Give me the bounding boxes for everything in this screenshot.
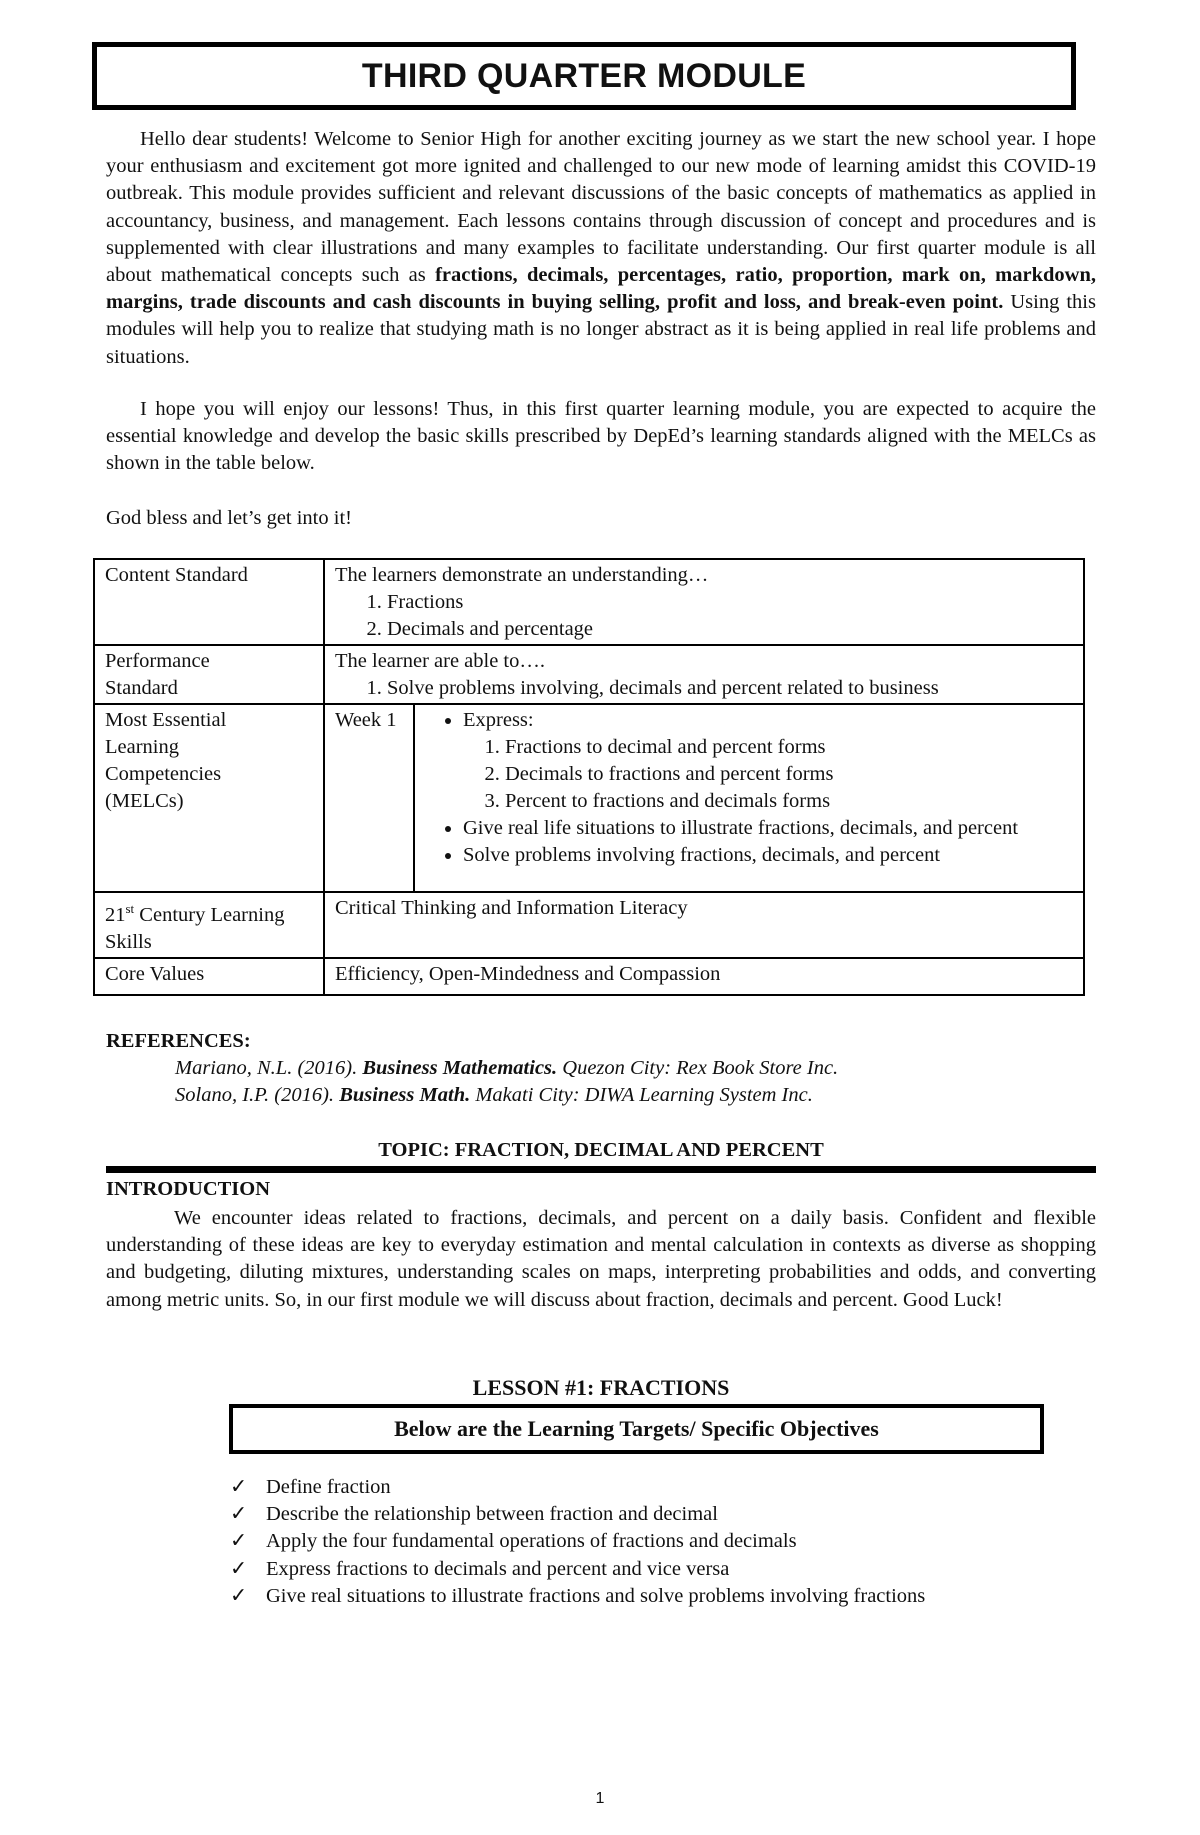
performance-standard-value xyxy=(324,645,1084,704)
objective-text: Express fractions to decimals and percent and vice versa xyxy=(266,1557,730,1580)
expectations-paragraph: I hope you will enjoy our lessons! Thus, in this first quarter learning module, you are expected to acquire the essential knowledge and develop the basic skills prescribed by DepEd’s learning standards aligned with the MELCs as shown in the table below. xyxy=(106,398,1096,475)
melc-bullet-list xyxy=(425,707,1073,869)
performance-standard-row xyxy=(94,645,1084,704)
list-item xyxy=(230,1528,975,1555)
century-skills-label xyxy=(94,892,324,958)
objective-text: Apply the four fundamental operations of fractions and decimals xyxy=(266,1530,797,1553)
topic-heading: TOPIC: FRACTION, DECIMAL AND PERCENT xyxy=(378,1139,824,1161)
lesson-title: LESSON #1: FRACTIONS xyxy=(472,1375,730,1400)
list-item xyxy=(230,1501,975,1528)
references-heading: REFERENCES: xyxy=(106,1030,251,1052)
content-standard-value xyxy=(324,559,1084,645)
page-number: 1 xyxy=(595,1790,605,1807)
content-standard-row xyxy=(94,559,1084,645)
melc-label-line: (MELCs) xyxy=(105,790,184,812)
core-values-value: Efficiency, Open-Mindedness and Compassion xyxy=(324,958,1084,995)
intro-text-end: Using this modules will help you to realize that studying math is no longer abstract as it is being applied in real life problems and situations. xyxy=(106,291,1096,368)
standards-table xyxy=(93,558,1085,996)
list-item: • Give real life situations to illustrate fractions, decimals, and percent xyxy=(463,815,1073,842)
content-standard-lead: The learners demonstrate an understanding… xyxy=(335,564,709,586)
introduction-paragraph: We encounter ideas related to fractions, decimals, and percent on a daily basis. Confident and flexible understanding of these ideas are key to everyday estimation and mental calculation in contexts as diverse as shopping and budgeting, diluting mixtures, understanding scales on maps, interpreting probabilities and odds, and converting among metric units. So, in our first module we will discuss about fraction, decimals and percent. Good Luck! xyxy=(106,1207,1096,1311)
performance-standard-lead: The learner are able to…. xyxy=(335,650,546,672)
list-item: 1. Fractions xyxy=(387,589,1073,616)
checkmark-icon: ✓ xyxy=(230,1476,248,1498)
performance-standard-list xyxy=(335,675,1073,702)
melc-label-line: Competencies xyxy=(105,763,222,785)
list-item: 1. Solve problems involving, decimals and percent related to business xyxy=(387,675,1073,702)
century-label-line xyxy=(105,895,313,929)
list-item: 3. Percent to fractions and decimals forms xyxy=(505,788,1073,815)
melc-competencies xyxy=(414,704,1084,892)
list-item xyxy=(463,707,1073,815)
core-values-label: Core Values xyxy=(94,958,324,995)
reference-publisher: Quezon City: Rex Book Store Inc. xyxy=(557,1057,839,1079)
blessing-line: God bless and let’s get into it! xyxy=(106,507,352,529)
reference-item xyxy=(175,1084,813,1107)
list-item xyxy=(230,1583,975,1610)
objective-text: Give real situations to illustrate fractions and solve problems involving fractions xyxy=(266,1584,926,1607)
century-skills-value: Critical Thinking and Information Literacy xyxy=(324,892,1084,958)
objectives-box-text: Below are the Learning Targets/ Specific Objectives xyxy=(394,1416,879,1441)
reference-publisher: Makati City: DIWA Learning System Inc. xyxy=(470,1084,813,1106)
content-standard-list xyxy=(335,589,1073,643)
objectives-box xyxy=(229,1404,1044,1454)
intro-text-start: Hello dear students! Welcome to Senior High for another exciting journey as we start the new school year. I hope your enthusiasm and excitement got more ignited and challenged to our new mode of learning amidst this COVID-19 outbreak. This module provides sufficient and relevant discussions of the basic concepts of mathematics as applied in accountancy, business, and management. Each lessons contains through discussion of concept and procedures and is supplemented with clear illustrations and many examples to facilitate understanding. Our first quarter module is all about mathematical concepts such as xyxy=(106,128,1096,287)
melc-express-list xyxy=(463,734,1073,815)
checkmark-icon: ✓ xyxy=(230,1503,248,1526)
melc-label-line: Most Essential xyxy=(105,709,227,731)
list-item: 2. Decimals and percentage xyxy=(387,616,1073,643)
reference-author: Solano, I.P. (2016). xyxy=(175,1084,340,1106)
list-item: 2. Decimals to fractions and percent forms xyxy=(505,761,1073,788)
content-standard-label: Content Standard xyxy=(94,559,324,645)
melc-row xyxy=(94,704,1084,892)
melc-label xyxy=(94,704,324,892)
intro-text-topics: fractions, decimals, percentages, ratio, proportion, mark on, markdown, margins, trade discounts and cash discounts in buying selling, profit and loss, and break-even point. xyxy=(106,264,1096,314)
century-number: 21 xyxy=(105,903,126,926)
reference-author: Mariano, N.L. (2016). xyxy=(175,1057,363,1079)
melc-week: Week 1 xyxy=(324,704,414,892)
checkmark-icon: ✓ xyxy=(230,1584,248,1607)
list-item xyxy=(230,1474,975,1501)
list-item xyxy=(230,1556,975,1583)
objectives-list xyxy=(230,1474,975,1610)
reference-item xyxy=(175,1057,838,1080)
list-item: 1. Fractions to decimal and percent forms xyxy=(505,734,1073,761)
core-values-row xyxy=(94,958,1084,995)
checkmark-icon: ✓ xyxy=(230,1530,248,1553)
checkmark-icon: ✓ xyxy=(230,1557,248,1580)
module-title: THIRD QUARTER MODULE xyxy=(361,56,807,95)
intro-paragraph xyxy=(106,126,1096,371)
performance-standard-label xyxy=(94,645,324,704)
century-suffix: st xyxy=(125,901,135,916)
performance-label-line: Performance xyxy=(105,650,210,672)
century-skills-row xyxy=(94,892,1084,958)
melc-label-line: Learning xyxy=(105,736,179,758)
introduction-heading: INTRODUCTION xyxy=(106,1178,271,1200)
performance-label-line: Standard xyxy=(105,677,178,699)
reference-book-title: Business Math. xyxy=(339,1084,471,1106)
reference-book-title: Business Mathematics. xyxy=(362,1057,558,1079)
topic-divider xyxy=(106,1166,1096,1173)
objective-text: Define fraction xyxy=(266,1476,391,1498)
century-label-text: Century Learning xyxy=(134,903,285,926)
list-item: • Solve problems involving fractions, decimals, and percent xyxy=(463,842,1073,869)
objective-text: Describe the relationship between fraction and decimal xyxy=(266,1503,718,1526)
century-label-line: Skills xyxy=(105,930,152,953)
melc-express-label: Express: xyxy=(463,709,534,731)
title-box xyxy=(92,42,1076,110)
